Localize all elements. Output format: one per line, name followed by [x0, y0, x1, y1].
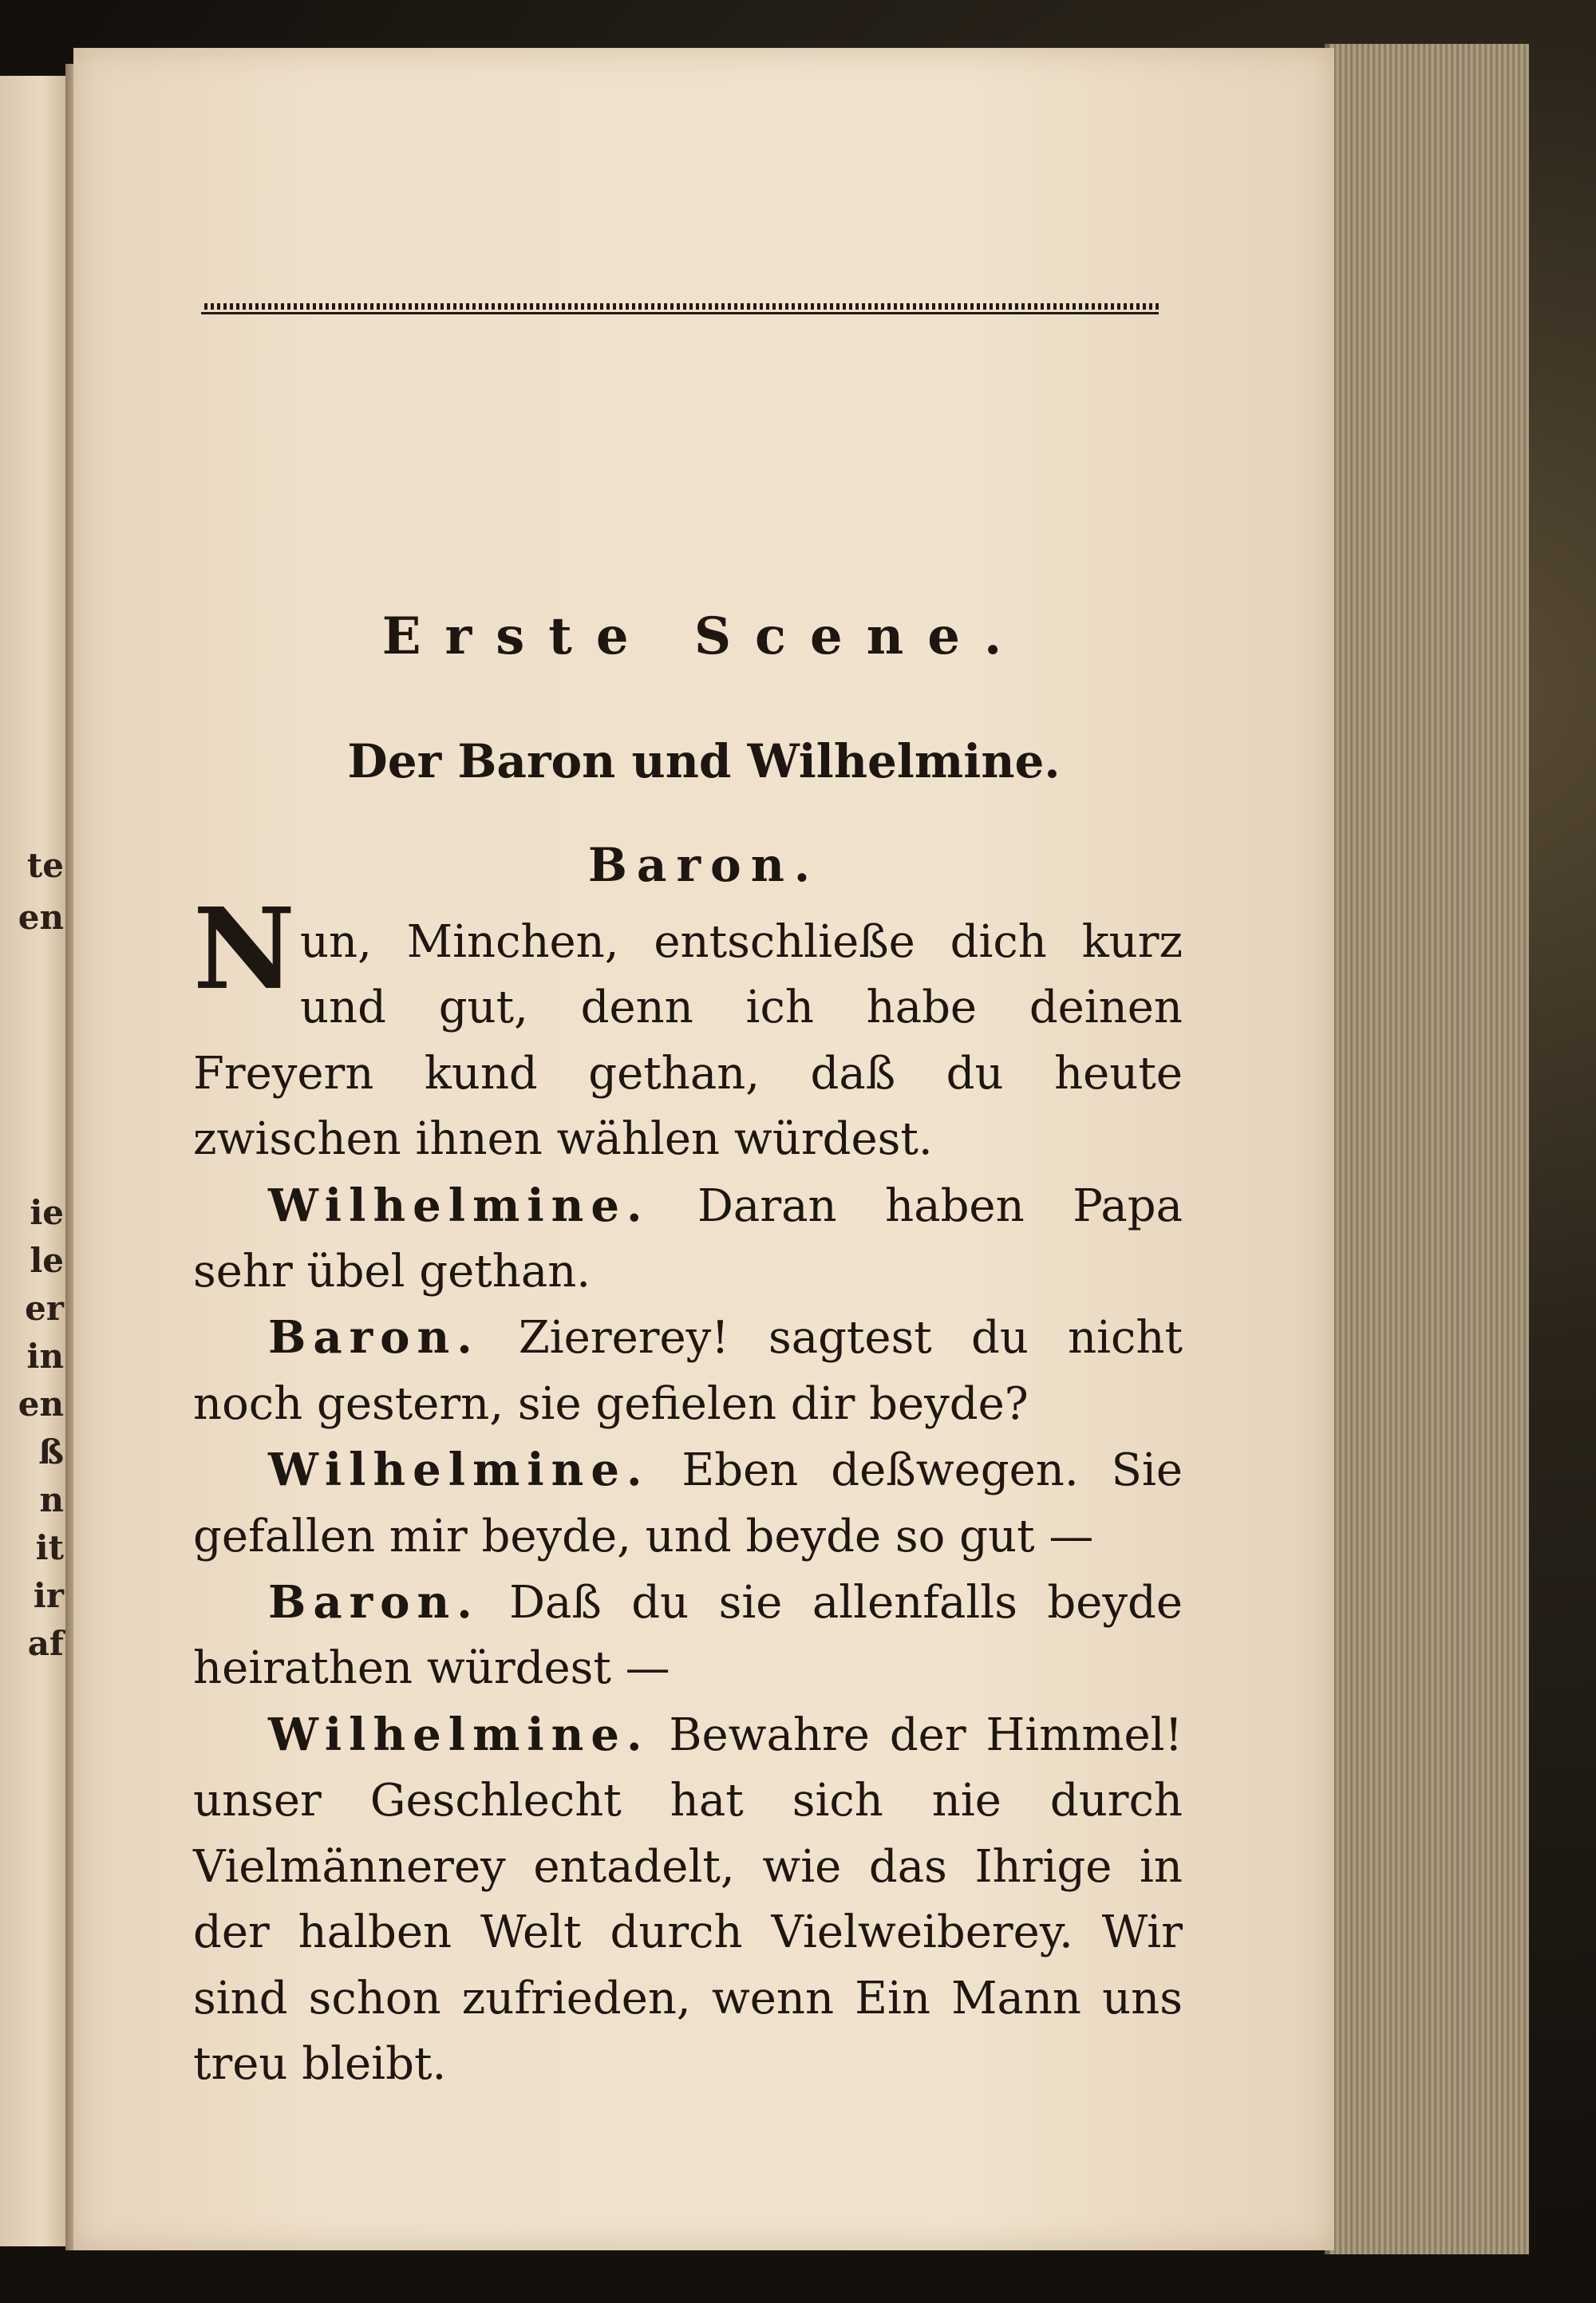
- dialogue-body: [193, 884, 1183, 2097]
- speech-text: Eben deßwegen. Sie gefallen mir beyde, und beyde so gut —: [193, 1444, 1183, 1562]
- ornamental-rule: [201, 303, 1159, 316]
- prev-fragment: le: [30, 1241, 64, 1280]
- dialogue-line: [193, 1305, 1183, 1437]
- previous-page-edge: [0, 76, 70, 2246]
- dialogue-line: [193, 1437, 1183, 1570]
- first-speaker-heading: Baron.: [587, 838, 820, 892]
- prev-fragment: n: [39, 1480, 64, 1519]
- opening-text: un, Minchen, entschließe dich kurz und gut, denn ich habe deinen Freyern kund gethan, daß du heute zwischen ihnen wählen würdest.: [193, 916, 1183, 1166]
- opening-paragraph: [193, 884, 1183, 1173]
- cast-line: Der Baron und Wilhelmine.: [347, 734, 1061, 788]
- prev-fragment: en: [18, 1385, 64, 1424]
- prev-fragment: en: [18, 898, 64, 937]
- prev-fragment: er: [25, 1289, 64, 1328]
- dialogue-line: [193, 1173, 1183, 1306]
- prev-fragment: ir: [33, 1576, 64, 1615]
- scene-title: Erste Scene.: [381, 606, 1026, 666]
- prev-fragment: in: [26, 1337, 64, 1376]
- speaker-name: Wilhelmine.: [268, 1708, 650, 1761]
- prev-fragment: it: [35, 1528, 64, 1567]
- speaker-name: Wilhelmine.: [268, 1444, 650, 1497]
- dialogue-line: [193, 1570, 1183, 1702]
- speech-text: Daß du sie allenfalls beyde heirathen würdest —: [193, 1577, 1183, 1695]
- speaker-name: Baron.: [268, 1311, 480, 1365]
- speaker-name: Wilhelmine.: [268, 1179, 650, 1232]
- speech-text: Daran haben Papa sehr übel gethan.: [193, 1179, 1183, 1298]
- dialogue-line: [193, 1702, 1183, 2097]
- speaker-name: Baron.: [268, 1576, 480, 1629]
- prev-fragment: af: [27, 1624, 64, 1663]
- speech-text: Bewahre der Himmel! unser Geschlecht hat sich nie durch Vielmännerey entadelt, wie das Ihrige in der halben Welt durch Vielweiberey. Wir sind schon zufrieden, wenn Ein Mann uns treu bleibt.: [193, 1708, 1183, 2090]
- page-block-edges: [1325, 44, 1529, 2254]
- prev-fragment: te: [26, 846, 64, 885]
- prev-fragment: ie: [30, 1193, 64, 1232]
- drop-cap: N: [193, 884, 295, 1015]
- book-page: [73, 48, 1334, 2250]
- prev-fragment: ß: [38, 1432, 64, 1471]
- speech-text: Ziererey! sagtest du nicht noch gestern, sie gefielen dir beyde?: [193, 1312, 1183, 1430]
